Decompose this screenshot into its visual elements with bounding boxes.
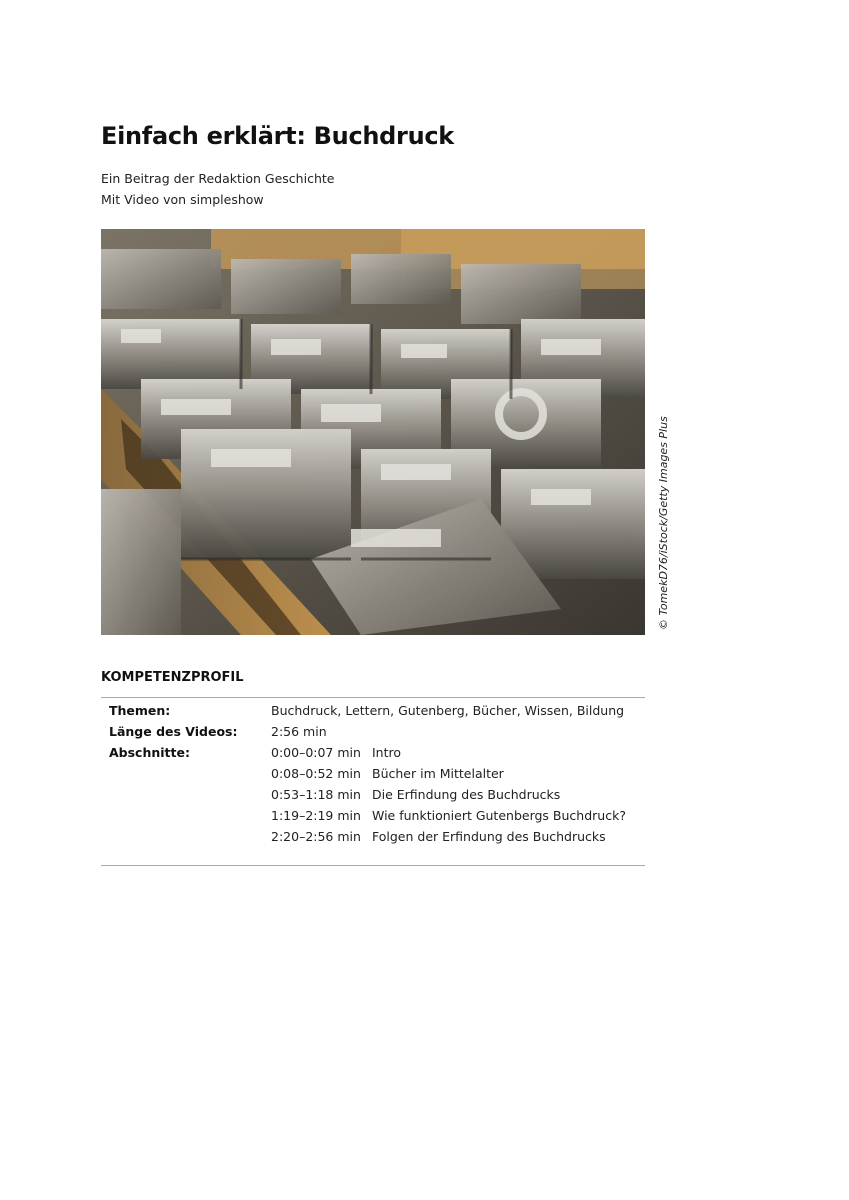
row-section-2 [101,766,645,787]
row-section-1 [101,745,645,766]
subtitle-video: Mit Video von simpleshow [101,192,264,207]
row-themes [101,703,645,724]
section-time: 0:00–0:07 min [271,745,361,760]
section-title: Bücher im Mittelalter [372,766,504,781]
row-section-3 [101,787,645,808]
subtitle-editorial: Ein Beitrag der Redaktion Geschichte [101,171,335,186]
row-section-5 [101,829,645,850]
video-length-value: 2:56 min [271,724,327,739]
section-time: 2:20–2:56 min [271,829,361,844]
competence-profile-heading: KOMPETENZPROFIL [101,670,244,685]
video-length-label: Länge des Videos: [109,724,238,739]
image-credit: © TomekD76/iStock/Getty Images Plus [657,416,670,630]
table-bottom-divider [101,865,645,866]
section-title: Wie funktioniert Gutenbergs Buchdruck? [372,808,626,823]
themes-label: Themen: [109,703,171,718]
page-title: Einfach erklärt: Buchdruck [101,122,454,150]
section-title: Die Erfindung des Buchdrucks [372,787,561,802]
section-time: 1:19–2:19 min [271,808,361,823]
section-time: 0:08–0:52 min [271,766,361,781]
row-section-4 [101,808,645,829]
section-title: Intro [372,745,402,760]
metal-type-photo [101,229,645,635]
sections-label: Abschnitte: [109,745,190,760]
table-top-divider [101,697,645,698]
section-time: 0:53–1:18 min [271,787,361,802]
section-title: Folgen der Erfindung des Buchdrucks [372,829,606,844]
themes-value: Buchdruck, Lettern, Gutenberg, Bücher, Wissen, Bildung [271,703,625,718]
row-video-length [101,724,645,745]
